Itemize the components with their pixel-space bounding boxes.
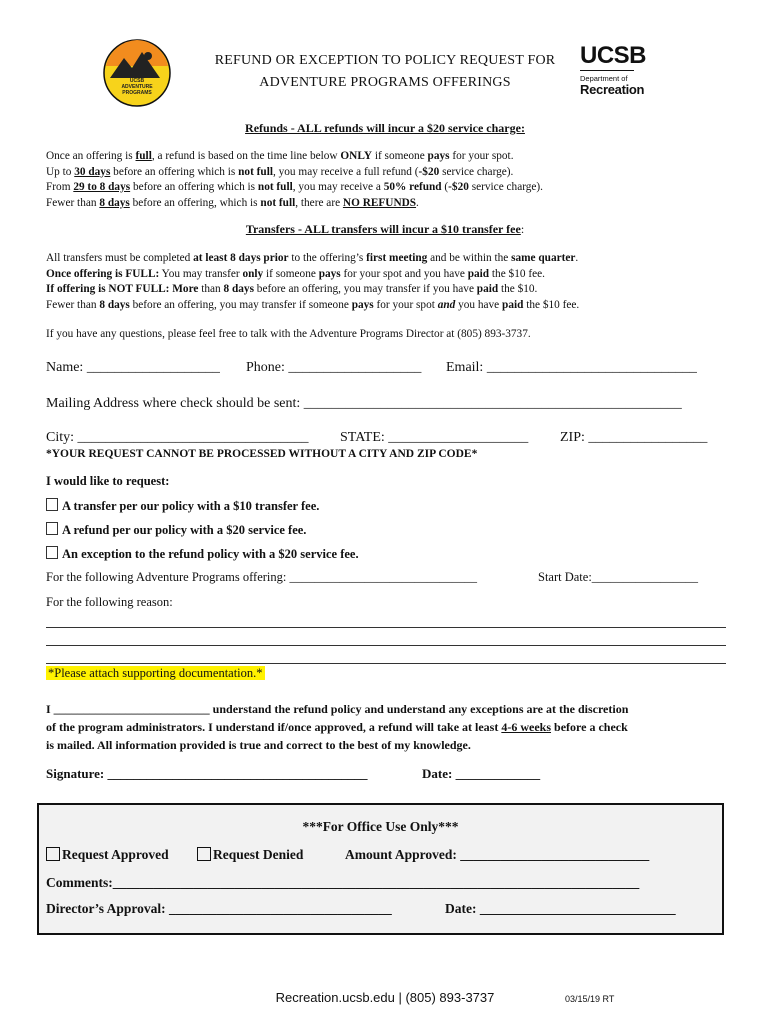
title-line-2: ADVENTURE PROGRAMS OFFERINGS: [259, 75, 511, 90]
ack-line-1: I __________________________ understand the refund policy and understand any exceptions are at the discretion: [46, 702, 629, 716]
option-exception[interactable]: An exception to the refund policy with a $20 service fee.: [46, 546, 359, 562]
title-line-1: REFUND OR EXCEPTION TO POLICY REQUEST FOR: [214, 53, 556, 68]
attach-note: *Please attach supporting documentation.*: [48, 666, 263, 680]
page-title: [205, 50, 565, 94]
offering-field[interactable]: For the following Adventure Programs offering: ______________________________: [46, 570, 477, 584]
refunds-heading: Refunds - ALL refunds will incur a $20 service charge:: [245, 121, 525, 135]
acknowledgement: [46, 700, 628, 754]
office-use-box: [37, 803, 724, 935]
transfer-line-2: Once offering is FULL: You may transfer only if someone pays for your spot and you have paid the $10 fee.: [46, 267, 545, 280]
refunds-policy: [46, 149, 736, 211]
refund-line-3: From 29 to 8 days before an offering which is not full, you may receive a 50% refund (-$20 service charge).: [46, 181, 544, 193]
director-approval-field[interactable]: Director’s Approval: _________________________________: [46, 901, 392, 916]
logo-text: UCSB ADVENTURE PROGRAMS: [121, 78, 153, 96]
ack-line-3: is mailed. All information provided is true and correct to the best of my knowledge.: [46, 738, 471, 752]
signature-field[interactable]: Signature: ________________________________________: [46, 766, 368, 781]
city-field[interactable]: City: _________________________________: [46, 430, 309, 445]
city-zip-warning: *YOUR REQUEST CANNOT BE PROCESSED WITHOUT A CITY AND ZIP CODE*: [46, 448, 478, 460]
transfers-heading: Transfers - ALL transfers will incur a $10 transfer fee:: [245, 222, 525, 236]
request-denied-option[interactable]: Request Denied: [197, 847, 303, 863]
zip-field[interactable]: ZIP: _________________: [560, 430, 708, 445]
email-field-label[interactable]: Email: ______________________________: [446, 360, 697, 375]
signature-date-field[interactable]: Date: _____________: [422, 766, 541, 781]
denied-checkbox[interactable]: [197, 847, 211, 861]
comments-field[interactable]: Comments:______________________________________________________________________________: [46, 875, 640, 890]
name-field-label[interactable]: Name: ___________________: [46, 360, 220, 375]
checkbox-transfer[interactable]: [46, 498, 58, 511]
state-field[interactable]: STATE: ____________________: [340, 430, 529, 445]
request-approved-option[interactable]: Request Approved: [46, 847, 169, 863]
transfer-line-4: Fewer than 8 days before an offering, you may transfer if someone pays for your spot and you have paid the $10 fee.: [46, 298, 580, 311]
option-refund[interactable]: A refund per our policy with a $20 service fee.: [46, 522, 306, 538]
mailing-address-field[interactable]: Mailing Address where check should be sent: ______________________________________________________: [46, 396, 682, 411]
office-date-field[interactable]: Date: _____________________________: [445, 901, 676, 916]
amount-approved-field[interactable]: Amount Approved: ____________________________: [345, 847, 650, 862]
transfer-line-1: All transfers must be completed at least 8 days prior to the offering’s first meeting and be within the same quarter.: [46, 252, 579, 264]
transfer-line-3: If offering is NOT FULL: More than 8 days before an offering, you may transfer if you have paid the $10.: [46, 283, 538, 295]
ack-line-2: of the program administrators. I understand if/once approved, a refund will take at least 4-6 weeks before a check: [46, 720, 628, 734]
reason-label: For the following reason:: [46, 595, 173, 609]
reason-line-2[interactable]: [46, 645, 726, 646]
refund-line-2: Up to 30 days before an offering which is not full, you may receive a full refund (-$20 service charge).: [46, 165, 514, 178]
reason-line-3[interactable]: [46, 663, 726, 664]
reason-line-1[interactable]: [46, 627, 726, 628]
refund-line-1: Once an offering is full, a refund is based on the time line below ONLY if someone pays for your spot.: [46, 150, 514, 162]
department-of: Department of: [580, 74, 628, 83]
start-date-field[interactable]: Start Date:_________________: [538, 570, 699, 584]
revision-date: 03/15/19 RT: [565, 994, 615, 1004]
contact-note: If you have any questions, please feel free to talk with the Adventure Programs Director at (805) 893-3737.: [46, 328, 531, 340]
checkbox-refund[interactable]: [46, 522, 58, 535]
checkbox-exception[interactable]: [46, 546, 58, 559]
recreation-wordmark: Recreation: [580, 82, 645, 97]
office-use-title: ***For Office Use Only***: [302, 819, 459, 834]
refund-line-4: Fewer than 8 days before an offering, which is not full, there are NO REFUNDS.: [46, 196, 419, 209]
transfers-policy: [46, 251, 736, 313]
request-heading: I would like to request:: [46, 474, 170, 488]
ucsb-wordmark: UCSB: [580, 42, 647, 69]
approved-checkbox[interactable]: [46, 847, 60, 861]
option-transfer[interactable]: A transfer per our policy with a $10 transfer fee.: [46, 498, 319, 514]
ucsb-recreation-logo: [580, 44, 650, 97]
footer-contact: Recreation.ucsb.edu | (805) 893-3737: [275, 990, 495, 1005]
phone-field-label[interactable]: Phone: ___________________: [246, 360, 422, 375]
adventure-programs-logo: [102, 38, 172, 108]
